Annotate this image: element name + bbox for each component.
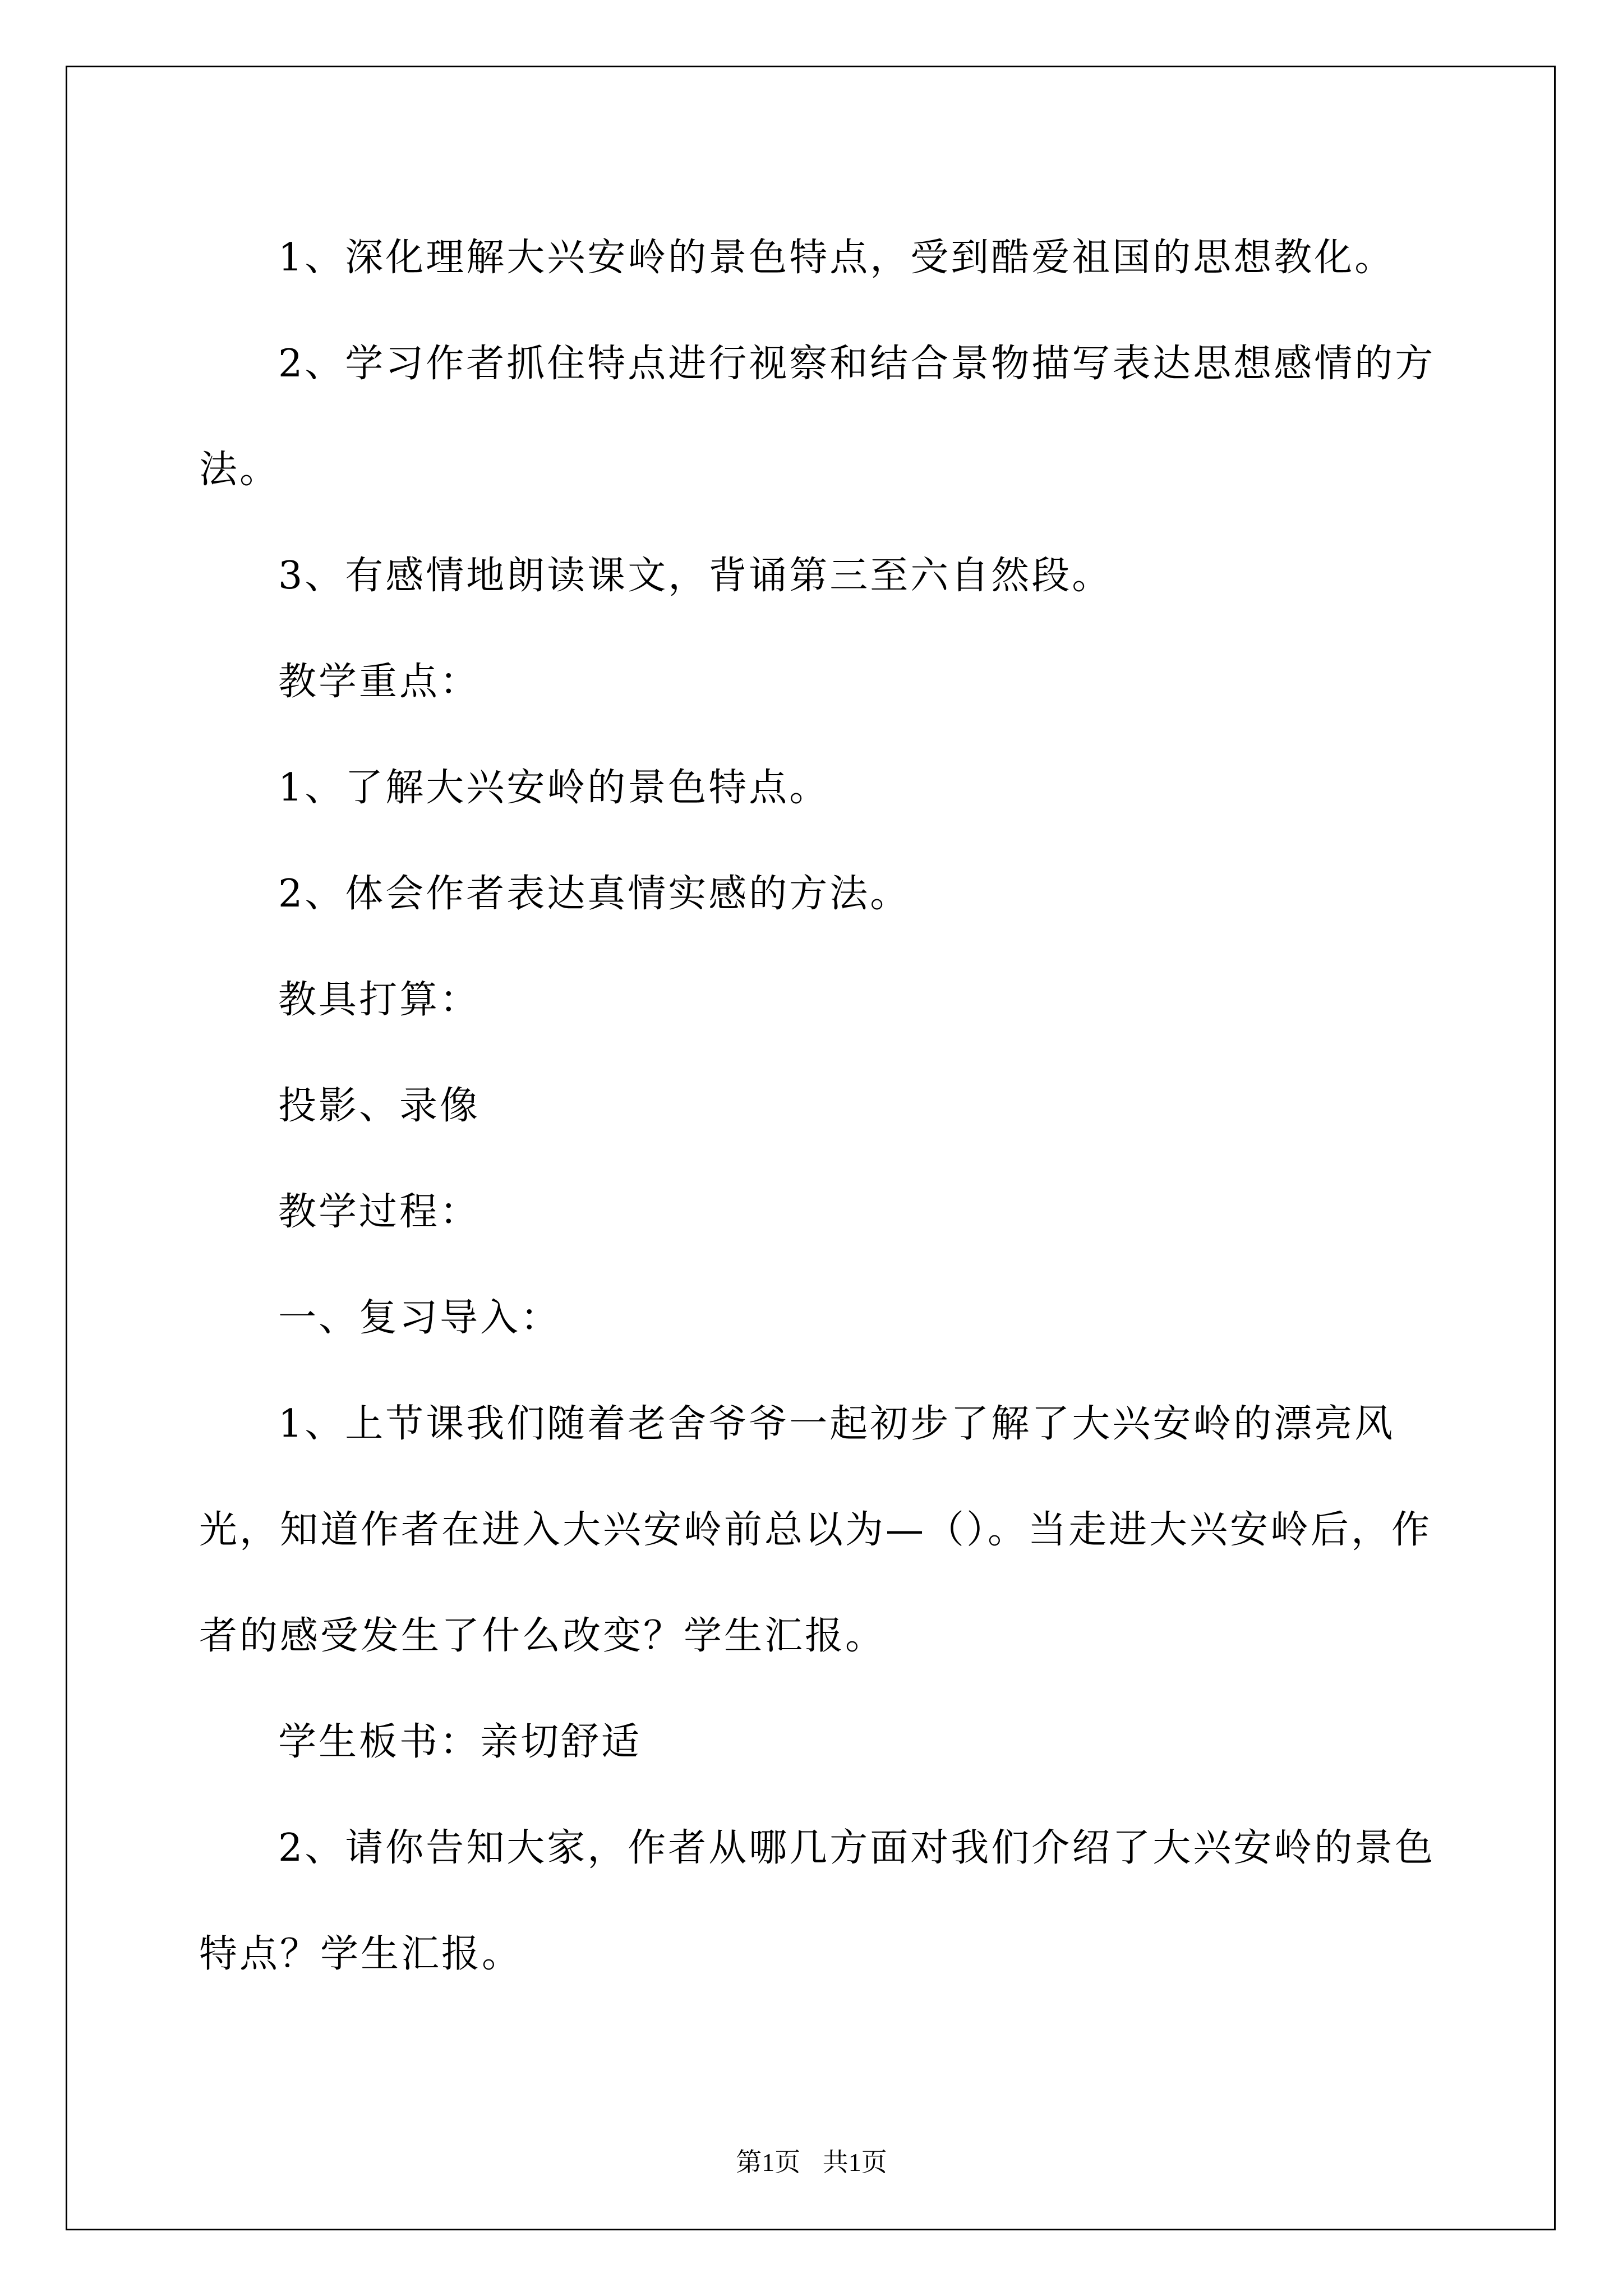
page-total: 共1页 bbox=[822, 2148, 887, 2177]
section-heading: 一、复习导入： bbox=[278, 1296, 561, 1340]
section-heading: 教具打算： bbox=[278, 978, 481, 1022]
paragraph: 投影、录像 bbox=[278, 1084, 481, 1128]
paragraph: 学生板书：亲切舒适 bbox=[278, 1720, 642, 1764]
section-heading: 教学过程： bbox=[278, 1190, 481, 1234]
section-heading: 教学重点： bbox=[278, 660, 481, 704]
page-footer bbox=[0, 2142, 1623, 2179]
paragraph: 1、上节课我们随着老舍爷爷一起初步了解了大兴安岭的漂亮风光，知道作者在进入大兴安岭前总以为—（）。当走进大兴安岭后，作者的感受发生了什么改变？学生汇报。 bbox=[199, 1402, 1432, 1658]
paragraph: 1、了解大兴安岭的景色特点。 bbox=[278, 766, 830, 810]
paragraph: 2、学习作者抓住特点进行视察和结合景物描写表达思想感情的方法。 bbox=[199, 342, 1436, 492]
document-body bbox=[199, 205, 1450, 2007]
paragraph: 1、深化理解大兴安岭的景色特点，受到酷爱祖国的思想教化。 bbox=[278, 236, 1395, 280]
page-number: 第1页 bbox=[736, 2148, 801, 2177]
paragraph: 3、有感情地朗读课文，背诵第三至六自然段。 bbox=[278, 554, 1113, 598]
paragraph: 2、体会作者表达真情实感的方法。 bbox=[278, 872, 911, 916]
paragraph: 2、请你告知大家，作者从哪几方面对我们介绍了大兴安岭的景色特点？学生汇报。 bbox=[199, 1826, 1436, 1976]
